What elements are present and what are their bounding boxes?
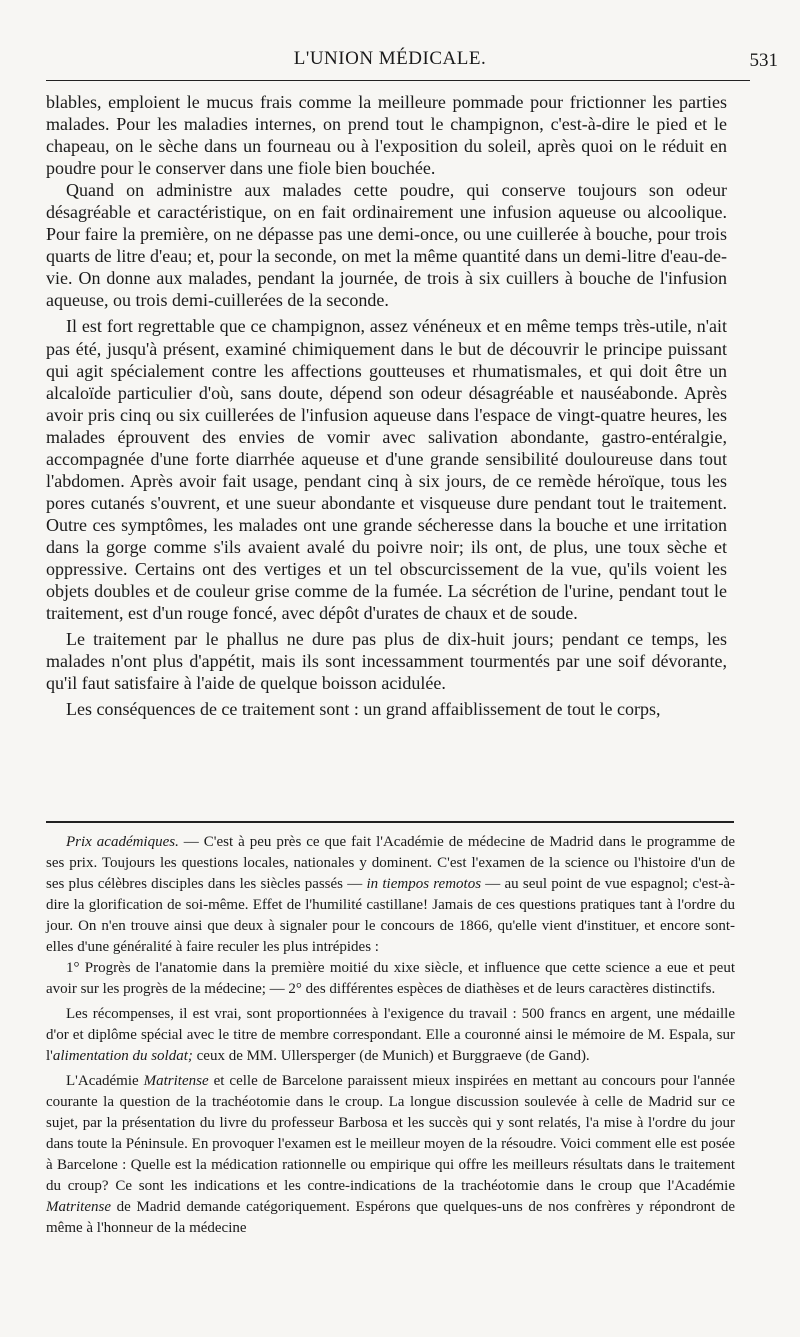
footnote-rule [46,821,734,823]
paragraph-3: Il est fort regrettable que ce champignon, assez vénéneux et en même temps très-utile, n'ait pas été, jusqu'à présent, examiné chimiquement dans le but de découvrir le principe puissant qui agit spécialement contre les affections goutteuses et rhumatismales, et qui doit être un alcaloïde particulier d'où, sans doute, dépend son odeur désagréable et nauséabonde. Après avoir pris cinq ou six cuillerées de l'infusion aqueuse dans l'espace de vingt-quatre heures, les malades éprouvent des envies de vomir avec salivation abondante, gastro-entéralgie, accompagnée d'une forte diarrhée aqueuse et d'une grande sensibilité douloureuse dans tout l'abdomen. Après avoir fait usage, pendant cinq à six jours, de ce remède héroïque, tous les pores cutanés s'ouvrent, et une sueur abondante et visqueuse dure pendant tout le traitement. Outre ces symptômes, les malades ont une grande sécheresse dans la bouche et une irritation dans la gorge comme s'ils avaient avalé du poivre noir; ils ont, de plus, une toux sèche et oppressive. Certains ont des vertiges et un tel obscurcissement de la vue, qu'ils voient les objets doubles et de couleur grise comme de la fumée. La sécrétion de l'urine, pendant tout le traitement, est d'un rouge foncé, avec dépôt d'urates de chaux et de soude. [46,316,727,624]
page-number: 531 [749,50,778,71]
paragraph-1: blables, emploient le mucus frais comme la meilleure pommade pour frictionner les parties malades. Pour les maladies internes, on prend tout le champignon, c'est-à-dire le pied et le chapeau, on le sèche dans un fourneau ou à l'exposition du soleil, après quoi on le réduit en poudre pour le conserver dans une fiole bien bouchée. [46,92,727,179]
note-paragraph-1: Prix académiques. — C'est à peu près ce que fait l'Académie de médecine de Madrid dans le programme de ses prix. Toujours les questions locales, nationales y dominent. C'est l'examen de la science ou l'histoire d'un de ses plus célèbres disciples dans les siècles passés — in tiempos remotos — au seul point de vue espagnol; c'est-à-dire la glorification de soi-même. Effet de l'humilité castillane! Jamais de ces questions pratiques tant à l'ordre du jour. On n'en trouve ainsi que deux à signaler pour le concours de 1866, qu'elle vient d'instituer, et encore sont-elles d'une généralité à faire reculer les plus intrépides : [46,834,735,955]
running-title: L'UNION MÉDICALE. [293,48,487,69]
paragraph-4: Le traitement par le phallus ne dure pas plus de dix-huit jours; pendant ce temps, les malades n'ont plus d'appétit, mais ils sont incessamment tourmentés par une soif dévorante, qu'il faut satisfaire à l'aide de quelque boisson acidulée. [46,629,727,694]
header-rule [46,80,750,81]
note-paragraph-2: 1° Progrès de l'anatomie dans la première moitié du xixe siècle, et influence que cette science a eue et peut avoir sur les progrès de la médecine; — 2° des différentes espèces de diathèses et de leurs caractères distinctifs. [46,960,735,997]
paragraph-5: Les conséquences de ce traitement sont : un grand affaiblissement de tout le corps, [66,699,661,720]
note-paragraph-4: L'Académie Matritense et celle de Barcelone paraissent mieux inspirées en mettant au concours pour l'année courante la question de la trachéotomie dans le croup. La longue discussion soulevée à celle de Madrid sur ce sujet, par la présentation du livre du professeur Barbosa et les succès qui y sont relatés, l'a mise à l'ordre du jour dans toute la Péninsule. En provoquer l'examen est le meilleur moyen de la résoudre. Voici comment elle est posée à Barcelone : Quelle est la médication rationnelle ou empirique qui offre les meilleurs résultats dans le traitement du croup? Ce sont les indications et les contre-indications de la trachéotomie dans le croup que l'Académie Matritense de Madrid demande catégoriquement. Espérons que quelques-uns de nos confrères y répondront de même à l'honneur de la médecine [46,1073,735,1236]
main-text [46,91,727,720]
page-header [46,44,778,76]
note-paragraph-3: Les récompenses, il est vrai, sont proportionnées à l'exigence du travail : 500 francs en argent, une médaille d'or et diplôme spécial avec le titre de membre correspondant. Elle a couronné ainsi le mémoire de M. Espala, sur l'alimentation du soldat; ceux de MM. Ullersperger (de Munich) et Burggraeve (de Gand). [46,1006,735,1064]
note-title: Prix académiques. [66,834,179,850]
paragraph-2: Quand on administre aux malades cette poudre, qui conserve toujours son odeur désagréable et caractéristique, on en fait ordinairement une infusion aqueuse ou alcoolique. Pour faire la première, on ne dépasse pas une demi-once, ou une cuillerée à bouche, pour trois quarts de litre d'eau; et, pour la seconde, on met la même quantité dans un demi-litre d'eau-de-vie. On donne aux malades, pendant la journée, de trois à six cuillers à bouche de l'infusion aqueuse, ou trois demi-cuillerées de la seconde. [46,180,727,311]
feuilleton-notes [46,832,735,1239]
